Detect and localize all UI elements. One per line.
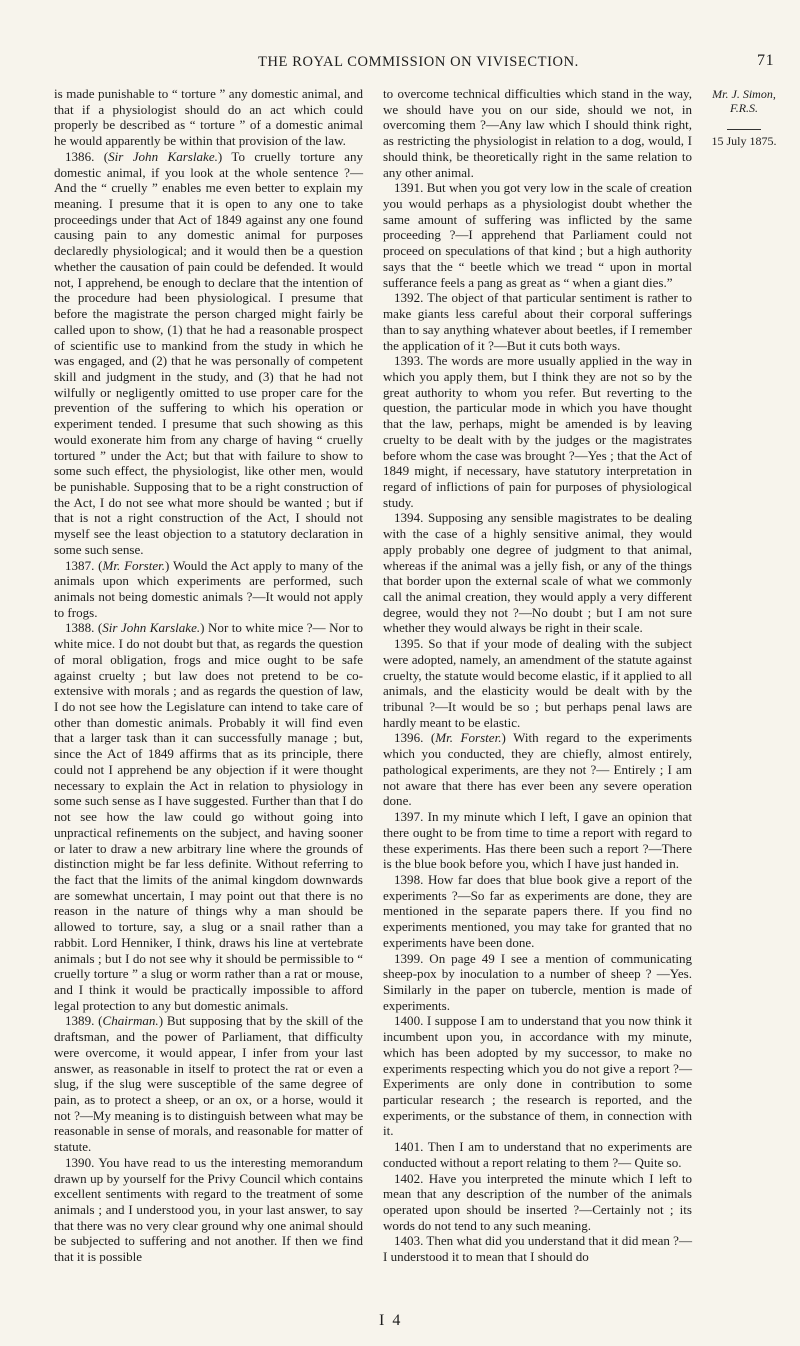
left-column — [54, 86, 363, 1265]
paragraph: 1391. But when you got very low in the scale of creation you would perhaps as a physiologist doubt whether the same amount of suffering was inflicted by the same proceeding ?—I apprehend that Parliament could not proceed on speculations of that kind ; but a high authority says that the “ beetle which we tread “ upon in mortal sufferance feels a pang as great as “ when a giant dies.” — [383, 180, 692, 290]
paragraph: 1399. On page 49 I see a mention of communicating sheep-pox by inoculation to a number of sheep ? —Yes. Similarly in the paper on tubercle, mention is made of experiments. — [383, 950, 692, 1013]
signature-mark: I 4 — [379, 1312, 403, 1329]
margin-date: 15 July 1875. — [711, 134, 777, 148]
paragraph: 1401. Then I am to understand that no experiments are conducted without a report relating to them ?— Quite so. — [383, 1139, 692, 1170]
witness-name: Mr. J. Simon, — [712, 87, 776, 101]
paragraph: to overcome technical difficulties which stand in the way, we should have you on our side, should we not, in overcoming them ?—Any law which I should think right, as restricting the physiologist in relation to a dog, would, I should think, be theoretically right in the same relation to any other animal. — [383, 86, 692, 180]
paragraph: 1392. The object of that particular sentiment is rather to make giants less careful about their corporal sufferings than to say anything whatever about beetles, if I remember the application of it ?—But it cuts both ways. — [383, 290, 692, 353]
paragraph: 1390. You have read to us the interesting memorandum drawn up by yourself for the Privy Council which contains excellent sentiments with regard to the treatment of some animals ; and I understood you, in your last answer, to say that there was no very clear ground why one animal should be subjected to suffering and not another. If then we find that it is possible — [54, 1154, 363, 1265]
paragraph: 1386. (Sir John Karslake.) To cruelly torture any domestic animal, if you look at the whole sentence ?— And the “ cruelly ” enables me even better to explain my meaning. I presume that it is open to any one to take proceedings under that Act of 1849 against any one found causing pain to any domestic animal for purposes declaredly physiological; and it would then be a question whether the causation of pain could be defended. It would not, I apprehend, be enough to declare that the intention of the procedure had been physiological. I presume that before the magistrate the person charged might fairly be called upon to show, (1) that he had a reasonable prospect of scientific use to mankind from the study in which he was engaged, and (2) that he was personally of competent skill and judgment in the study, and (3) that he had not wilfully or negligently omitted to use proper care for the prevention of the suffering to which his operation or experiment tended. I presume that such showing as this would exonerate him from any charge of having “ cruelly tortured ” under the Act; but that with failure to show to some such effect, the physiologist, like other men, would be punishable. Supposing that to be a right construction of the Act, I do not see what more should be wanted ; but if that is not a right construction of the Act, I should not myself see the least objection to a statutory declaration in some such sense. — [54, 148, 364, 557]
page-number: 71 — [757, 52, 775, 69]
witness-title: F.R.S. — [729, 101, 759, 115]
paragraph: 1398. How far does that blue book give a report of the experiments ?—So far as experiments are done, they are mentioned in the separate papers there. If you find no experiments mentioned, you may take for granted that no experiments have been done. — [383, 871, 692, 950]
paragraph: 1388. (Sir John Karslake.) Nor to white mice ?— Nor to white mice. I do not doubt but that, as regards the question of moral obligation, frogs and mice ought to be safe against cruelty ; but law does not pretend to be co-extensive with morals ; and as regards the question of law, I do not see how the Legislature can intend to take care of other than domestic animals. Probably it will find even that a larger task than it can successfully manage ; but, since the Act of 1849 affirms that as its principle, there could not I apprehend be any objection if it were thought necessary to explain the Act in relation to physiology in some such sense as I have suggested. Further than that I do not see how the law could go without going into unpractical refinements on the subject, and having sooner or later to draw a new arbitrary line where the grounds of distinction might be far less definite. Without referring to the fact that the limits of the animal kingdom downwards are somewhat uncertain, I may point out that there is no reason in the nature of things why a man should be allowed to torture, say, a slug or a snail rather than a rabbit. Lord Henniker, I think, draws his line at vertebrate animals ; but I do not see why it should be permissible to “ cruelly torture ” a slug or worm rather than a rat or mouse, and I think it would be practically impossible to afford legal protection to any but domestic animals. — [54, 620, 364, 1013]
paragraph: 1403. Then what did you understand that it did mean ?—I understood it to mean that I should do — [383, 1233, 692, 1265]
right-column — [383, 86, 692, 1265]
paragraph: 1394. Supposing any sensible magistrates to be dealing with the case of a highly sensitive animal, they would apply probably one degree of judgment to that animal, whereas if the animal was a jelly fish, or any of the things that border upon the external scale of what we commonly call the animal creation, they would apply a very different degree, would they not ?—No doubt ; but I am not sure whether they would always be right in their scale. — [383, 510, 692, 636]
page-title: THE ROYAL COMMISSION ON VIVISECTION. — [258, 54, 579, 70]
paragraph: 1396. (Mr. Forster.) With regard to the experiments which you conducted, they are chiefly, almost entirely, pathological experiments, are they not ?— Entirely ; I am not aware that there has ever been any severe operation done. — [383, 730, 692, 809]
paragraph: 1402. Have you interpreted the minute which I left to mean that any description of the number of the animals operated upon should be inserted ?—Certainly not ; its words do not tend to any such meaning. — [383, 1170, 692, 1233]
paragraph: 1387. (Mr. Forster.) Would the Act apply to many of the animals upon which experiments are performed, such animals not being domestic animals ?—It would not apply to frogs. — [54, 557, 364, 620]
margin-note — [701, 87, 787, 148]
paragraph: 1400. I suppose I am to understand that you now think it incumbent upon you, in accordance with my minute, which has been adopted by my successor, to make no experiments respecting which you do not give a report ?—Experiments are only done in contribution to some particular research ; the research is reported, and the experiments, or the substance of them, in connection with it. — [383, 1013, 692, 1139]
paragraph: 1393. The words are more usually applied in the way in which you apply them, but I think they are not so by the great authority to whom you refer. But reverting to the question, the particular mode in which you have thought that the law, perhaps, might be amended is by leaving cruelty to be dealt with by the judges or the magistrates before whom the case was brought ?—Yes ; that the Act of 1849 might, if necessary, have statutory interpretation in regard of inflictions of pain for purposes of physiological study. — [383, 353, 692, 510]
margin-rule — [727, 129, 761, 130]
paragraph: 1395. So that if your mode of dealing with the subject were adopted, namely, an amendment of the statute against cruelty, the statute would become elastic, if it applied to all animals, and the elasticity would be dealt with by the tribunal ?—It would be so ; but perhaps penal laws are hardly meant to be elastic. — [383, 636, 692, 730]
running-header — [0, 50, 800, 74]
paragraph: is made punishable to “ torture ” any domestic animal, and that if a physiologist should do an act which could properly be described as “ torture ” of a domestic animal he would apparently be within that provision of the law. — [54, 86, 363, 149]
paragraph: 1389. (Chairman.) But supposing that by the skill of the draftsman, and the power of Parliament, that difficulty were overcome, it would appear, I infer from your last answer, as reasonable in itself to protect the rat or even a slug, if the slug were susceptible of the same degree of pain, as to protect a sheep, or an ox, or a horse, would it not ?—My meaning is to distinguish between what may be reasonable in sense of morals, and reasonable for matter of statute. — [54, 1013, 363, 1155]
paragraph: 1397. In my minute which I left, I gave an opinion that there ought to be from time to time a report with regard to these experiments. Has there been such a report ?—There is the blue book before you, which I have just handed in. — [383, 809, 692, 872]
